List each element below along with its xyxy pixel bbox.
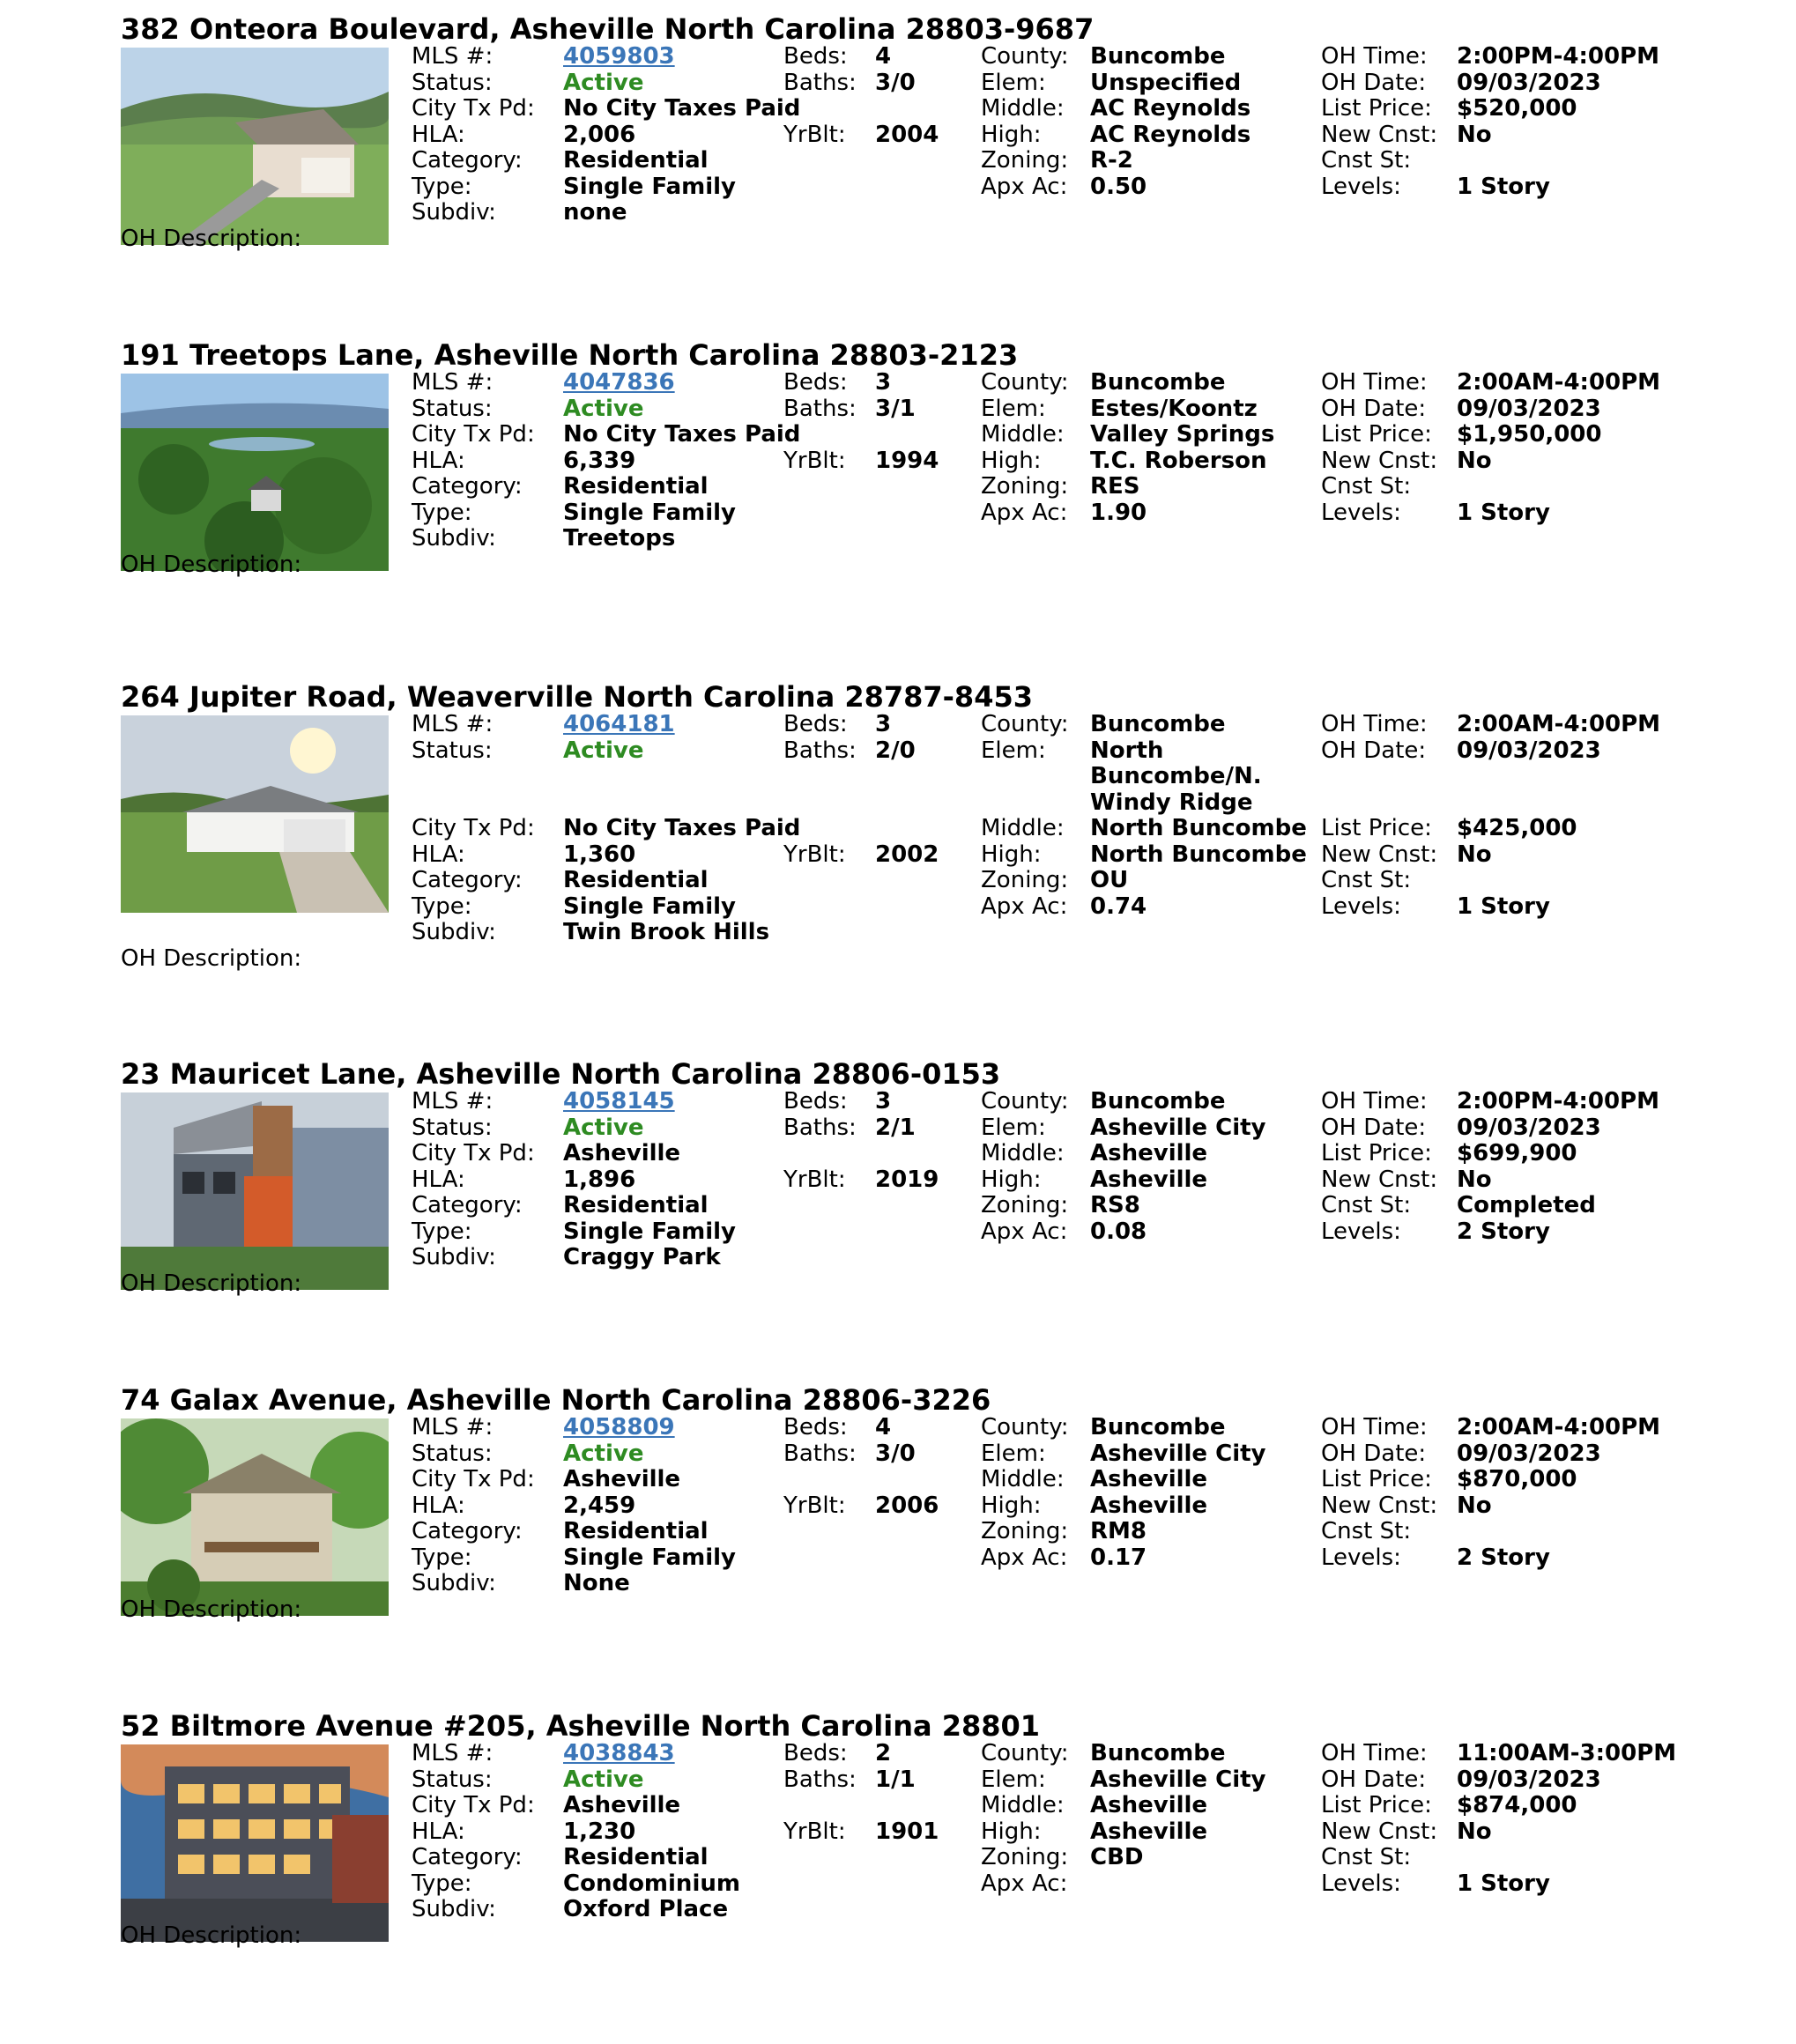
list-price-value: $425,000 [1457,815,1577,841]
beds-value: 3 [875,1088,892,1115]
levels-value: 2 Story [1457,1544,1550,1571]
new-cnst-value: No [1457,121,1492,148]
status-label: Status: [412,1114,493,1141]
yrblt-value: 1901 [875,1818,939,1845]
high-value: T.C. Roberson [1090,447,1267,474]
list-price-label: List Price: [1321,95,1432,122]
city-tax-value: No City Taxes Paid [563,815,801,841]
mls-value [563,1415,675,1441]
yrblt-label: YrBlt: [783,841,846,868]
oh-date-value: 09/03/2023 [1457,69,1601,96]
hla-label: HLA: [412,1818,465,1845]
type-value: Single Family [563,892,737,920]
category-label: Category: [412,473,523,500]
baths-value: 2/1 [875,1114,916,1141]
subdiv-label: Subdiv: [412,525,496,552]
beds-value: 3 [875,369,892,396]
category-label: Category: [412,1518,523,1544]
county-value: Buncombe [1090,1088,1226,1115]
zoning-label: Zoning: [981,473,1069,500]
levels-value: 1 Story [1457,499,1550,526]
zoning-value: CBD [1090,1844,1144,1870]
baths-value: 3/0 [875,69,916,96]
cnst-st-label: Cnst St: [1321,1518,1412,1544]
subdiv-value: Craggy Park [563,1244,721,1270]
type-label: Type: [412,1218,472,1245]
oh-date-value: 09/03/2023 [1457,1114,1601,1141]
hla-label: HLA: [412,447,465,474]
cnst-st-value: Completed [1457,1192,1596,1218]
levels-label: Levels: [1321,499,1401,526]
oh-date-value: 09/03/2023 [1457,1766,1601,1793]
cnst-st-label: Cnst St: [1321,1844,1412,1870]
zoning-value: R-2 [1090,147,1133,174]
type-value: Single Family [563,173,737,200]
baths-label: Baths: [783,395,857,422]
apx-ac-label: Apx Ac: [981,499,1068,526]
elem-value: Asheville City [1090,1114,1266,1141]
new-cnst-value: No [1457,447,1492,474]
city-tax-label: City Tx Pd: [412,815,535,841]
mls-value [563,44,675,70]
elem-value: Buncombe/N. [1090,763,1262,789]
oh-time-label: OH Time: [1321,1088,1428,1115]
county-label: County: [981,369,1069,396]
status-value: Active [563,737,644,764]
middle-label: Middle: [981,421,1065,448]
list-price-label: List Price: [1321,1140,1432,1166]
oh-description-label: OH Description: [121,1270,302,1297]
status-label: Status: [412,69,493,96]
high-value: Asheville [1090,1492,1208,1519]
yrblt-label: YrBlt: [783,1166,846,1193]
listing-address: 74 Galax Avenue, Asheville North Carolina 28806-3226 [121,1383,991,1417]
baths-value: 2/0 [875,737,916,764]
category-label: Category: [412,147,523,174]
list-price-value: $874,000 [1457,1792,1577,1818]
elem-label: Elem: [981,1114,1046,1141]
baths-value: 3/0 [875,1440,916,1467]
zoning-label: Zoning: [981,867,1069,893]
county-label: County: [981,1088,1069,1115]
oh-date-value: 09/03/2023 [1457,395,1601,422]
status-value: Active [563,1114,644,1141]
levels-label: Levels: [1321,173,1401,200]
new-cnst-label: New Cnst: [1321,1166,1438,1193]
mls-number-link[interactable]: 4059803 [563,43,675,70]
yrblt-value: 2004 [875,121,939,148]
subdiv-label: Subdiv: [412,1896,496,1922]
mls-label: MLS #: [412,1414,494,1440]
high-label: High: [981,121,1042,148]
mls-number-link[interactable]: 4064181 [563,711,675,737]
middle-value: Asheville [1090,1140,1208,1166]
listing-address: 23 Mauricet Lane, Asheville North Carolina 28806-0153 [121,1057,1001,1091]
oh-time-value: 2:00AM-4:00PM [1457,711,1661,737]
category-value: Residential [563,1192,709,1218]
apx-ac-label: Apx Ac: [981,173,1068,200]
levels-label: Levels: [1321,1870,1401,1897]
oh-time-label: OH Time: [1321,43,1428,70]
yrblt-label: YrBlt: [783,1818,846,1845]
middle-label: Middle: [981,1792,1065,1818]
oh-time-label: OH Time: [1321,1740,1428,1766]
county-label: County: [981,1414,1069,1440]
house-on-hillside-photo [121,48,389,245]
subdiv-label: Subdiv: [412,199,496,226]
beds-label: Beds: [783,1740,848,1766]
apx-ac-label: Apx Ac: [981,892,1068,920]
baths-label: Baths: [783,737,857,764]
hla-value: 1,896 [563,1166,636,1193]
beds-label: Beds: [783,43,848,70]
apx-ac-value: 0.74 [1090,892,1147,920]
oh-description-label: OH Description: [121,551,302,578]
type-value: Condominium [563,1870,740,1897]
high-value: Asheville [1090,1166,1208,1193]
cnst-st-label: Cnst St: [1321,147,1412,174]
mls-label: MLS #: [412,1740,494,1766]
county-value: Buncombe [1090,1414,1226,1440]
city-tax-label: City Tx Pd: [412,95,535,122]
baths-label: Baths: [783,1440,857,1467]
elem-value: Unspecified [1090,69,1242,96]
craftsman-house-photo [121,1418,389,1616]
category-label: Category: [412,1844,523,1870]
subdiv-value: None [563,1570,630,1596]
new-cnst-label: New Cnst: [1321,121,1438,148]
levels-label: Levels: [1321,1218,1401,1245]
county-value: Buncombe [1090,1740,1226,1766]
status-value: Active [563,69,644,96]
list-price-value: $1,950,000 [1457,421,1602,448]
listing-address: 52 Biltmore Avenue #205, Asheville North Carolina 28801 [121,1709,1041,1743]
oh-date-label: OH Date: [1321,69,1427,96]
list-price-value: $870,000 [1457,1466,1577,1492]
oh-description-label: OH Description: [121,944,302,972]
high-value: AC Reynolds [1090,121,1251,148]
oh-time-value: 11:00AM-3:00PM [1457,1740,1677,1766]
high-value: North Buncombe [1090,841,1307,868]
middle-label: Middle: [981,95,1065,122]
city-tax-label: City Tx Pd: [412,1792,535,1818]
baths-value: 1/1 [875,1766,916,1793]
city-tax-label: City Tx Pd: [412,1140,535,1166]
status-label: Status: [412,1440,493,1467]
new-cnst-value: No [1457,841,1492,868]
hla-label: HLA: [412,841,465,868]
type-value: Single Family [563,1218,737,1245]
status-label: Status: [412,395,493,422]
hla-value: 6,339 [563,447,636,474]
type-value: Single Family [563,1544,737,1571]
oh-time-value: 2:00PM-4:00PM [1457,1088,1659,1115]
high-label: High: [981,1492,1042,1519]
oh-description-label: OH Description: [121,1922,302,1949]
city-tax-value: Asheville [563,1140,681,1166]
elem-label: Elem: [981,1440,1046,1467]
zoning-label: Zoning: [981,1844,1069,1870]
county-value: Buncombe [1090,369,1226,396]
baths-label: Baths: [783,1114,857,1141]
status-label: Status: [412,737,493,764]
new-cnst-label: New Cnst: [1321,841,1438,868]
new-cnst-value: No [1457,1492,1492,1519]
category-value: Residential [563,1844,709,1870]
elem-label: Elem: [981,395,1046,422]
beds-value: 3 [875,711,892,737]
oh-date-label: OH Date: [1321,1114,1427,1141]
yrblt-label: YrBlt: [783,1492,846,1519]
list-price-value: $520,000 [1457,95,1577,122]
yrblt-value: 2019 [875,1166,939,1193]
cnst-st-label: Cnst St: [1321,1192,1412,1218]
status-value: Active [563,1440,644,1467]
apx-ac-label: Apx Ac: [981,1870,1068,1897]
mls-number-link[interactable]: 4058809 [563,1414,675,1440]
yrblt-value: 1994 [875,447,939,474]
apx-ac-label: Apx Ac: [981,1544,1068,1571]
mls-number-link[interactable]: 4058145 [563,1088,675,1115]
oh-date-label: OH Date: [1321,395,1427,422]
brick-building-photo [121,1744,389,1942]
category-label: Category: [412,867,523,893]
yrblt-label: YrBlt: [783,121,846,148]
levels-label: Levels: [1321,1544,1401,1571]
county-value: Buncombe [1090,43,1226,70]
type-label: Type: [412,173,472,200]
hla-label: HLA: [412,1492,465,1519]
listing-6 [0,1709,1796,2044]
levels-value: 1 Story [1457,892,1550,920]
beds-value: 2 [875,1740,892,1766]
listing-4 [0,1057,1796,1392]
new-cnst-value: No [1457,1818,1492,1845]
zoning-value: OU [1090,867,1129,893]
city-tax-value: No City Taxes Paid [563,421,801,448]
category-value: Residential [563,1518,709,1544]
beds-label: Beds: [783,1088,848,1115]
oh-date-label: OH Date: [1321,1440,1427,1467]
baths-label: Baths: [783,69,857,96]
zoning-label: Zoning: [981,1518,1069,1544]
list-price-label: List Price: [1321,815,1432,841]
type-label: Type: [412,1544,472,1571]
hla-value: 2,006 [563,121,636,148]
high-label: High: [981,841,1042,868]
middle-value: Valley Springs [1090,421,1275,448]
apx-ac-value: 0.50 [1090,173,1147,200]
high-label: High: [981,1166,1042,1193]
elem-label: Elem: [981,737,1046,764]
list-price-label: List Price: [1321,421,1432,448]
middle-label: Middle: [981,1466,1065,1492]
mls-value [563,712,675,738]
listing-address: 382 Onteora Boulevard, Asheville North Carolina 28803-9687 [121,12,1095,46]
beds-label: Beds: [783,369,848,396]
subdiv-value: Twin Brook Hills [563,919,770,945]
status-value: Active [563,1766,644,1793]
oh-date-value: 09/03/2023 [1457,737,1601,764]
middle-value: AC Reynolds [1090,95,1251,122]
status-label: Status: [412,1766,493,1793]
oh-description-label: OH Description: [121,1596,302,1623]
category-value: Residential [563,473,709,500]
subdiv-value: Oxford Place [563,1896,729,1922]
oh-date-label: OH Date: [1321,1766,1427,1793]
city-tax-value: Asheville [563,1792,681,1818]
oh-time-value: 2:00AM-4:00PM [1457,1414,1661,1440]
levels-value: 1 Story [1457,1870,1550,1897]
subdiv-label: Subdiv: [412,919,496,945]
new-cnst-value: No [1457,1166,1492,1193]
zoning-value: RM8 [1090,1518,1147,1544]
subdiv-value: Treetops [563,525,676,552]
city-tax-value: No City Taxes Paid [563,95,801,122]
list-price-label: List Price: [1321,1792,1432,1818]
hla-value: 1,360 [563,841,636,868]
zoning-label: Zoning: [981,147,1069,174]
city-tax-label: City Tx Pd: [412,1466,535,1492]
middle-label: Middle: [981,1140,1065,1166]
baths-value: 3/1 [875,395,916,422]
high-label: High: [981,447,1042,474]
city-tax-label: City Tx Pd: [412,421,535,448]
elem-label: Elem: [981,1766,1046,1793]
oh-time-label: OH Time: [1321,369,1428,396]
levels-label: Levels: [1321,892,1401,920]
aerial-forest-photo [121,374,389,571]
mls-label: MLS #: [412,369,494,396]
cnst-st-label: Cnst St: [1321,473,1412,500]
hla-value: 1,230 [563,1818,636,1845]
new-cnst-label: New Cnst: [1321,1818,1438,1845]
mls-number-link[interactable]: 4047836 [563,369,675,396]
new-cnst-label: New Cnst: [1321,447,1438,474]
category-label: Category: [412,1192,523,1218]
mls-label: MLS #: [412,711,494,737]
category-value: Residential [563,867,709,893]
type-value: Single Family [563,499,737,526]
high-value: Asheville [1090,1818,1208,1845]
status-value: Active [563,395,644,422]
beds-value: 4 [875,1414,892,1440]
beds-value: 4 [875,43,892,70]
subdiv-label: Subdiv: [412,1570,496,1596]
hla-label: HLA: [412,1166,465,1193]
oh-time-value: 2:00AM-4:00PM [1457,369,1661,396]
middle-label: Middle: [981,815,1065,841]
zoning-label: Zoning: [981,1192,1069,1218]
county-label: County: [981,1740,1069,1766]
list-price-label: List Price: [1321,1466,1432,1492]
county-value: Buncombe [1090,711,1226,737]
elem-value: Asheville City [1090,1440,1266,1467]
levels-value: 2 Story [1457,1218,1550,1245]
mls-value [563,1089,675,1115]
mls-label: MLS #: [412,43,494,70]
middle-value: Asheville [1090,1466,1208,1492]
high-label: High: [981,1818,1042,1845]
city-tax-value: Asheville [563,1466,681,1492]
listing-5 [0,1383,1796,1718]
subdiv-label: Subdiv: [412,1244,496,1270]
new-cnst-label: New Cnst: [1321,1492,1438,1519]
subdiv-value: none [563,199,627,226]
mls-number-link[interactable]: 4038843 [563,1740,675,1766]
beds-label: Beds: [783,711,848,737]
baths-label: Baths: [783,1766,857,1793]
oh-description-label: OH Description: [121,225,302,252]
type-label: Type: [412,499,472,526]
listing-address: 191 Treetops Lane, Asheville North Carolina 28803-2123 [121,338,1019,372]
listing-2 [0,338,1796,673]
oh-time-label: OH Time: [1321,711,1428,737]
elem-value: Windy Ridge [1090,789,1253,816]
mls-label: MLS #: [412,1088,494,1115]
listing-address: 264 Jupiter Road, Weaverville North Carolina 28787-8453 [121,680,1033,714]
yrblt-label: YrBlt: [783,447,846,474]
ranch-house-photo [121,715,389,913]
apx-ac-value: 1.90 [1090,499,1147,526]
hla-value: 2,459 [563,1492,636,1519]
modern-house-photo [121,1092,389,1290]
category-value: Residential [563,147,709,174]
levels-value: 1 Story [1457,173,1550,200]
beds-label: Beds: [783,1414,848,1440]
listing-1 [0,12,1796,347]
elem-value: Asheville City [1090,1766,1266,1793]
mls-value [563,370,675,396]
listing-3 [0,680,1796,1015]
zoning-value: RES [1090,473,1140,500]
cnst-st-label: Cnst St: [1321,867,1412,893]
zoning-value: RS8 [1090,1192,1140,1218]
middle-value: North Buncombe [1090,815,1307,841]
type-label: Type: [412,1870,472,1897]
apx-ac-value: 0.17 [1090,1544,1147,1571]
oh-date-label: OH Date: [1321,737,1427,764]
hla-label: HLA: [412,121,465,148]
list-price-value: $699,900 [1457,1140,1577,1166]
county-label: County: [981,711,1069,737]
yrblt-value: 2002 [875,841,939,868]
elem-label: Elem: [981,69,1046,96]
middle-value: Asheville [1090,1792,1208,1818]
county-label: County: [981,43,1069,70]
yrblt-value: 2006 [875,1492,939,1519]
oh-time-value: 2:00PM-4:00PM [1457,43,1659,70]
mls-value [563,1741,675,1767]
elem-value: Estes/Koontz [1090,395,1258,422]
apx-ac-value: 0.08 [1090,1218,1147,1245]
oh-time-label: OH Time: [1321,1414,1428,1440]
apx-ac-label: Apx Ac: [981,1218,1068,1245]
type-label: Type: [412,892,472,920]
elem-value: North [1090,737,1164,764]
oh-date-value: 09/03/2023 [1457,1440,1601,1467]
